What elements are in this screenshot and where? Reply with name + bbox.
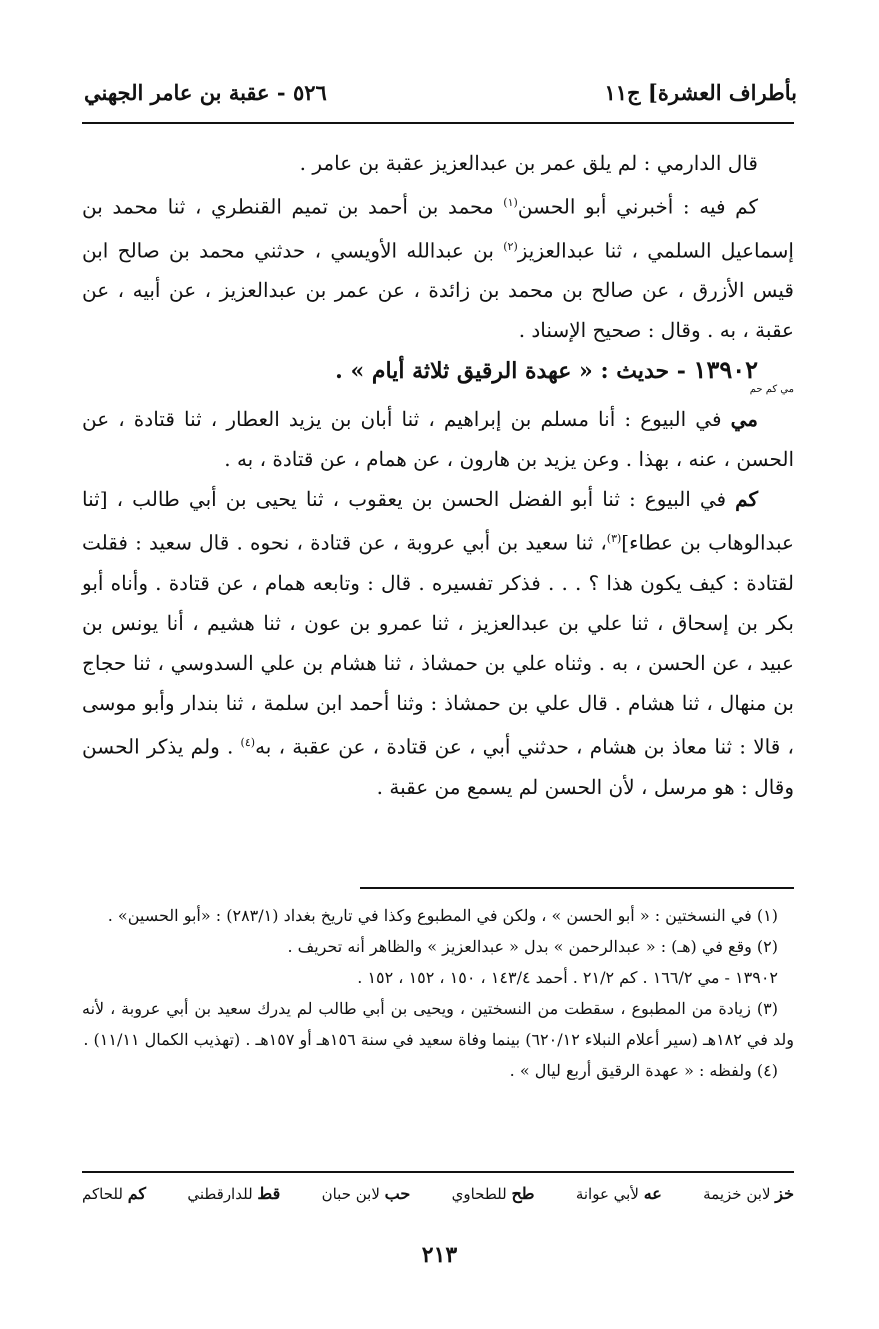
main-text [82,143,794,807]
paragraph-kam: كم في البيوع : ثنا أبو الفضل الحسن بن يعقوب ، ثنا يحيى بن أبي طالب ، [ثنا عبدالوهاب بن عطاء]$^{(٣)}$، ثنا سعيد بن أبي عروبة ، عن قتادة ، نحوه . قال سعيد : فقلت لقتادة : كيف يكون هذا ؟ . . . فذكر تفسيره . قال : وتابعه همام ، عن قتادة . وأناه أبو بكر بن إسحاق ، ثنا علي بن عبدالعزيز ، ثنا عمرو بن عون ، ثنا هشيم ، أنا يونس بن عبيد ، عن الحسن ، به . وثناه علي بن حمشاذ ، ثنا هشام بن علي السدوسي ، ثنا حجاج بن منهال ، ثنا هشام . قال علي بن حمشاذ : وثنا أحمد ابن سلمة ، ثنا بندار وأبو موسى ، قالا : ثنا معاذ بن هشام ، حدثني أبي ، عن قتادة ، عن عقبة ، به$^{(٤)}$ . ولم يذكر الحسن وقال : هو مرسل ، لأن الحسن لم يسمع من عقبة . [82,487,794,799]
hadith-sources: مي كم حم [749,384,794,396]
source-abbr-kam: كم [735,487,758,512]
abbr-item: قط للدارقطني [187,1184,281,1203]
footnotes [82,900,794,1086]
footnote-4: (٤) ولفظه : « عهدة الرقيق أربع ليال » . [509,1061,778,1080]
header-rule [82,122,794,124]
running-header-volume: بأطراف العشرة] ج١١ [604,80,797,105]
abbr-item: كم للحاكم [82,1184,146,1203]
paragraph-kam-fih: كم فيه : أخبرني أبو الحسن$^{(١)}$ محمد بن أحمد بن تميم القنطري ، ثنا محمد بن إسماعيل السلمي ، ثنا عبدالعزيز$^{(٢)}$ بن عبدالله الأويسي ، حدثني محمد بن صالح ابن قيس الأزرق ، عن صالح بن محمد بن زائدة ، عن عمر بن عبدالعزيز ، عن أبيه ، عن عقبة ، به . وقال : صحيح الإسناد . [82,194,794,343]
abbreviations-rule [82,1171,794,1173]
paragraph-mi: مي في البيوع : أنا مسلم بن إبراهيم ، ثنا أبان بن يزيد العطار ، ثنا قتادة ، عن الحسن ، عنه ، بهذا . وعن يزيد بن هارون ، عن همام ، عن قتادة ، به . [82,407,794,472]
hadith-number: ١٣٩٠٢ [693,355,758,385]
source-abbr-mi: مي [730,407,758,432]
footnote-ref-1[interactable]: (١) [503,196,518,209]
footnote-ref-4[interactable]: (٤) [240,735,256,749]
footnote-ref-3[interactable]: (٣) [606,532,622,546]
paragraph-darimi: قال الدارمي : لم يلق عمر بن عبدالعزيز عقبة بن عامر . [299,151,758,175]
footnote-rule [360,887,794,889]
footnote-ref-2[interactable]: (٢) [503,239,518,253]
hadith-title: - حديث : « عهدة الرقيق ثلاثة أيام » . [335,358,694,385]
abbreviations-key [82,1184,794,1203]
running-header-chapter: ٥٢٦ - عقبة بن عامر الجهني [84,80,327,105]
abbr-item: خز لابن خزيمة [703,1184,794,1203]
abbr-item: عه لأبي عوانة [575,1184,662,1203]
footnote-1: (١) في النسختين : « أبو الحسن » ، ولكن في المطبوع وكذا في تاريخ بغداد (٢٨٣/١) : «أبو الحسين» . [107,906,778,925]
footnote-hadith-refs: ١٣٩٠٢ - مي ١٦٦/٢ . كم ٢١/٢ . أحمد ١٤٣/٤ ، ١٥٠ ، ١٥٢ ، ١٥٢ . [357,968,778,987]
abbr-item: طح للطحاوي [451,1184,535,1203]
abbr-item: حب لابن حبان [321,1184,411,1203]
footnote-3: (٣) زيادة من المطبوع ، سقطت من النسختين ، ويحيى بن أبي طالب لم يدرك سعيد بن أبي عروبة ، لأنه ولد في ١٨٢هـ (سير أعلام النبلاء ٦٢٠/١٢) بينما وفاة سعيد في سنة ١٥٦هـ أو ١٥٧هـ . (تهذيب الكمال ١١/١١) . [82,999,794,1049]
footnote-2: (٢) وقع في (هـ) : « عبدالرحمن » بدل « عبدالعزيز » والظاهر أنه تحريف . [287,937,778,956]
page-number: ٢١٣ [421,1242,458,1268]
